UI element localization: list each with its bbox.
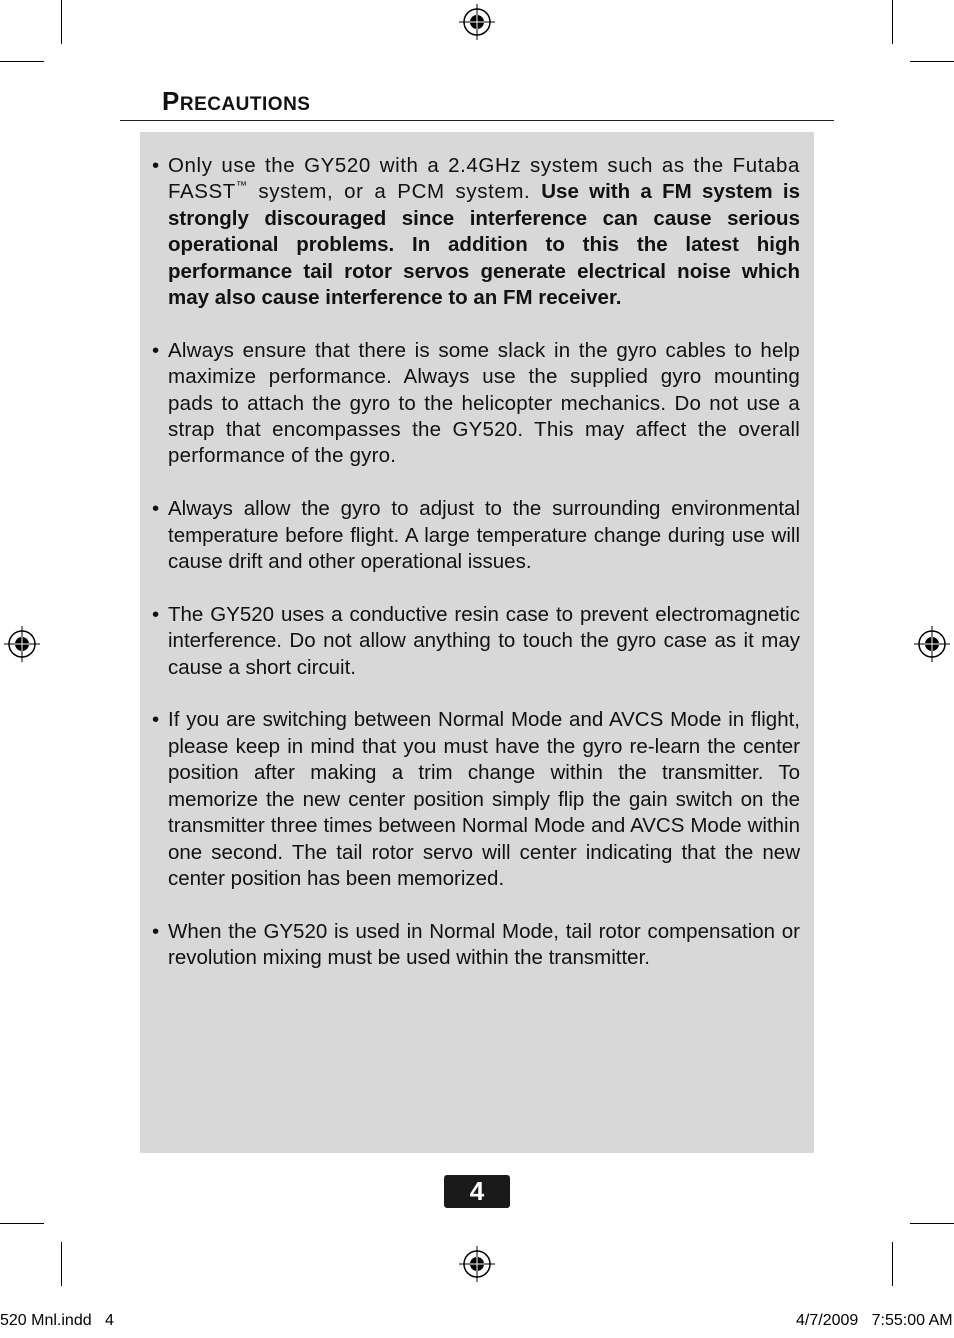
precaution-item: • When the GY520 is used in Normal Mode, tail rotor compensation or revolution mixing must be used within the transmitter. xyxy=(152,919,800,970)
registration-mark-left-icon xyxy=(4,626,40,662)
page-title-initial: P xyxy=(162,86,180,116)
page-title xyxy=(162,86,310,117)
title-rule xyxy=(120,120,834,121)
crop-mark-bottom-left-v xyxy=(61,1242,62,1286)
bullet-icon: • xyxy=(152,497,160,521)
registration-mark-top-icon xyxy=(459,4,495,40)
precaution-item: • Only use the GY520 with a 2.4GHz system such as the Futaba FASST™ system, or a PCM system. Use with a FM system is strongly discouraged since interference can cause serious operational problems. In addition to this the latest high performance tail rotor servos generate electrical noise which may also cause interference to an FM receiver. xyxy=(152,154,800,310)
crop-mark-top-right-h xyxy=(910,61,954,62)
registration-mark-bottom-icon xyxy=(459,1246,495,1282)
precaution-item: • Always allow the gyro to adjust to the surrounding environmental temperature before flight. A large temperature change during use will cause drift and other operational issues. xyxy=(152,497,800,574)
precaution-item: • If you are switching between Normal Mode and AVCS Mode in flight, please keep in mind that you must have the gyro re-learn the center position after making a trim change within the transmitter. To memorize the new center position simply flip the gain switch on the transmitter three times between Normal Mode and AVCS Mode within one second. The tail rotor servo will center indicating that the new center position has been memorized. xyxy=(152,708,800,890)
slug-datetime: 4/7/2009 7:55:00 AM xyxy=(796,1312,953,1329)
crop-mark-top-right-v xyxy=(892,0,893,44)
precaution-item: • Always ensure that there is some slack in the gyro cables to help maximize performance. Always use the supplied gyro mounting pads to attach the gyro to the helicopter mechanics. Do not use a strap that encompasses the GY520. This may affect the overall performance of the gyro. xyxy=(152,338,800,468)
precautions-list xyxy=(152,153,800,998)
bullet-icon: • xyxy=(152,708,160,732)
page-title-rest: RECAUTIONS xyxy=(179,94,311,115)
precaution-item: • The GY520 uses a conductive resin case to prevent electromagnetic interference. Do not allow anything to touch the gyro case as it may cause a short circuit. xyxy=(152,602,800,679)
bullet-icon: • xyxy=(152,919,160,943)
page-number-badge: 4 xyxy=(444,1175,510,1208)
crop-mark-bottom-right-v xyxy=(892,1242,893,1286)
bullet-icon: • xyxy=(152,154,160,177)
bullet-icon: • xyxy=(152,338,160,362)
registration-mark-right-icon xyxy=(914,626,950,662)
slug-filename: 520 Mnl.indd 4 xyxy=(0,1312,114,1329)
crop-mark-bottom-right-h xyxy=(910,1223,954,1224)
crop-mark-top-left-h xyxy=(0,61,44,62)
bullet-icon: • xyxy=(152,602,160,626)
crop-mark-top-left-v xyxy=(61,0,62,44)
crop-mark-bottom-left-h xyxy=(0,1223,44,1224)
precaution-warning: Use with a FM system is strongly discouraged since interference can cause serious operational problems. In addition to this the latest high performance tail rotor servos generate electrical noise which may also cause interference to an FM receiver. xyxy=(168,180,800,310)
